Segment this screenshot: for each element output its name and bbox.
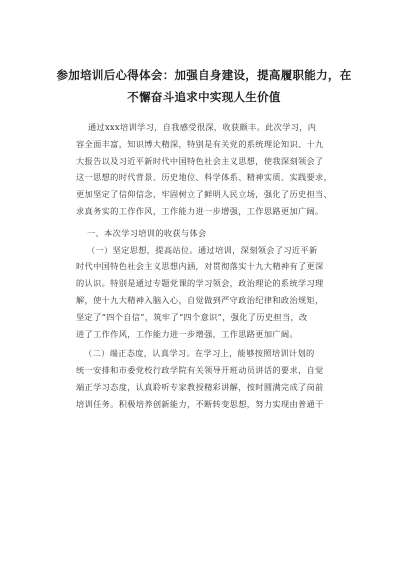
- text-line: （一）坚定思想，提高站位。通过培训，深刻领会了习近平新: [87, 244, 318, 255]
- text-line: 端正学习态度，认真聆听专家教授精彩讲解，按时圆满完成了岗前: [76, 381, 324, 392]
- text-line: 培训任务。积极培养创新能力，不断转变思想，努力实现由普通干: [76, 398, 324, 409]
- section-heading: 一、本次学习培训的收获与体会: [87, 227, 207, 238]
- paragraph-intro: [76, 119, 338, 220]
- document-body: [76, 119, 338, 413]
- text-line: 这一思想的时代背景、历史地位、科学体系、精神实质、实践要求，: [76, 172, 333, 183]
- text-line: 时代中国特色社会主义思想内涵，对贯彻落实十九大精神有了更深: [76, 261, 324, 272]
- document-title-line-1: 参加培训后心得体会：加强自身建设，提高履职能力，在: [56, 68, 352, 82]
- text-line: 的认识。特别是通过专题党课的学习领会，政治理论的系统学习理: [76, 278, 324, 289]
- subsection-1: [76, 242, 338, 343]
- document-title-line-2: 不懈奋斗追求中实现人生价值: [127, 90, 281, 104]
- text-line: 大报告以及习近平新时代中国特色社会主义思想，使我深刻领会了: [76, 155, 324, 166]
- text-line: （二）端正态度，认真学习。在学习上，能够按照培训计划的: [84, 348, 315, 359]
- text-line: 求真务实的工作作风，工作能力进一步增强，工作思路更加广阔。: [76, 205, 324, 216]
- text-line: 更加坚定了信仰信念，牢固树立了鲜明人民立场，强化了历史担当、: [76, 189, 333, 200]
- text-line: 解，使十九大精神入脑入心，自觉做到严守政治纪律和政治规矩，: [76, 294, 324, 305]
- text-line: 坚定了“四个自信”，筑牢了“四个意识”，强化了历史担当，改: [76, 311, 308, 322]
- subsection-2: [76, 345, 338, 412]
- text-line: 进了工作作风，工作能力进一步增强，工作思路更加广阔。: [76, 328, 298, 339]
- text-line: 统一安排和市委党校行政学院有关领导开班动员讲话的要求，自觉: [76, 365, 324, 376]
- text-line: 容全面丰富，知识博大精深，特别是有关党的系统理论知识、十九: [76, 138, 324, 149]
- text-line: 通过xxx培训学习，自我感受很深，收获颇丰。此次学习，内: [88, 122, 317, 132]
